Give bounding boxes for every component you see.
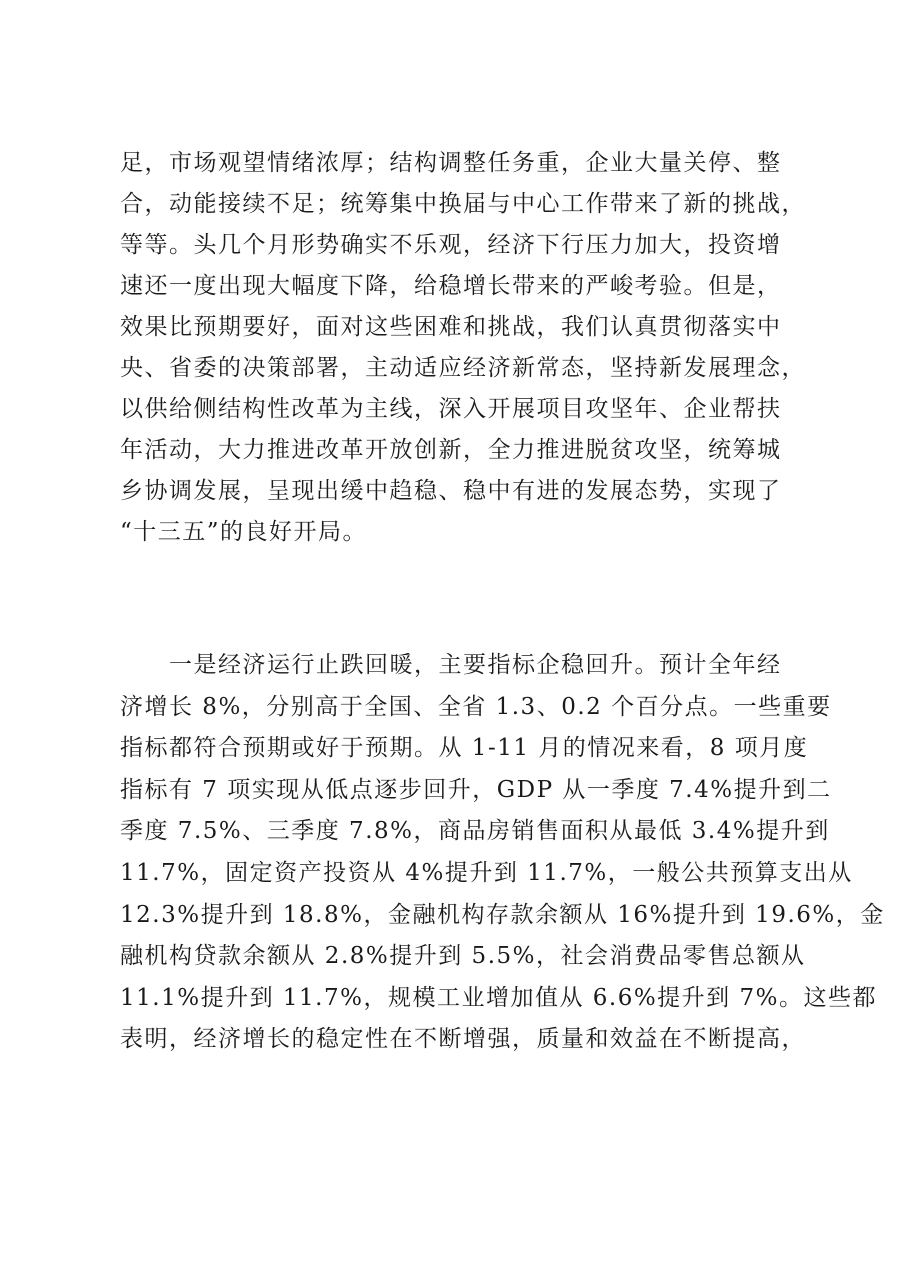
text-line: 以供给侧结构性改革为主线，深入开展项目攻坚年、企业帮扶 xyxy=(120,396,782,422)
text-line: 融机构贷款余额从 2.8%提升到 5.5%，社会消费品零售总额从 xyxy=(120,943,806,970)
text-line: 年活动，大力推进改革开放创新，全力推进脱贫攻坚，统筹城 xyxy=(120,437,782,463)
paragraph-1 xyxy=(120,143,820,553)
text-line: 乡协调发展，呈现出缓中趋稳、稳中有进的发展态势，实现了 xyxy=(120,478,782,504)
text-line: 济增长 8%，分别高于全国、全省 1.3、0.2 个百分点。一些重要 xyxy=(120,693,832,720)
text-line: 足，市场观望情绪浓厚；结构调整任务重，企业大量关停、整 xyxy=(120,150,782,176)
text-line: 速还一度出现大幅度下降，给稳增长带来的严峻考验。但是， xyxy=(120,273,782,299)
text-line: 等等。头几个月形势确实不乐观，经济下行压力加大，投资增 xyxy=(120,232,782,258)
text-line: 12.3%提升到 18.8%，金融机构存款余额从 16%提升到 19.6%，金 xyxy=(120,901,885,928)
paragraph-2 xyxy=(120,645,885,1061)
text-line: 央、省委的决策部署，主动适应经济新常态，坚持新发展理念， xyxy=(120,355,806,381)
text-line: 表明，经济增长的稳定性在不断增强，质量和效益在不断提高， xyxy=(120,1026,806,1053)
text-line: 指标有 7 项实现从低点逐步回升，GDP 从一季度 7.4%提升到二 xyxy=(120,776,832,803)
text-line: 合，动能接续不足；统筹集中换届与中心工作带来了新的挑战， xyxy=(120,191,806,217)
text-line: “十三五”的良好开局。 xyxy=(120,519,368,545)
text-line: 一是经济运行止跌回暖，主要指标企稳回升。预计全年经 xyxy=(120,652,782,678)
text-line: 指标都符合预期或好于预期。从 1-11 月的情况来看，8 项月度 xyxy=(120,735,809,762)
text-line: 11.7%，固定资产投资从 4%提升到 11.7%，一般公共预算支出从 xyxy=(120,859,853,886)
text-line: 效果比预期要好，面对这些困难和挑战，我们认真贯彻落实中 xyxy=(120,314,782,340)
text-line: 11.1%提升到 11.7%，规模工业增加值从 6.6%提升到 7%。这些都 xyxy=(120,984,877,1011)
text-line: 季度 7.5%、三季度 7.8%，商品房销售面积从最低 3.4%提升到 xyxy=(120,818,830,845)
